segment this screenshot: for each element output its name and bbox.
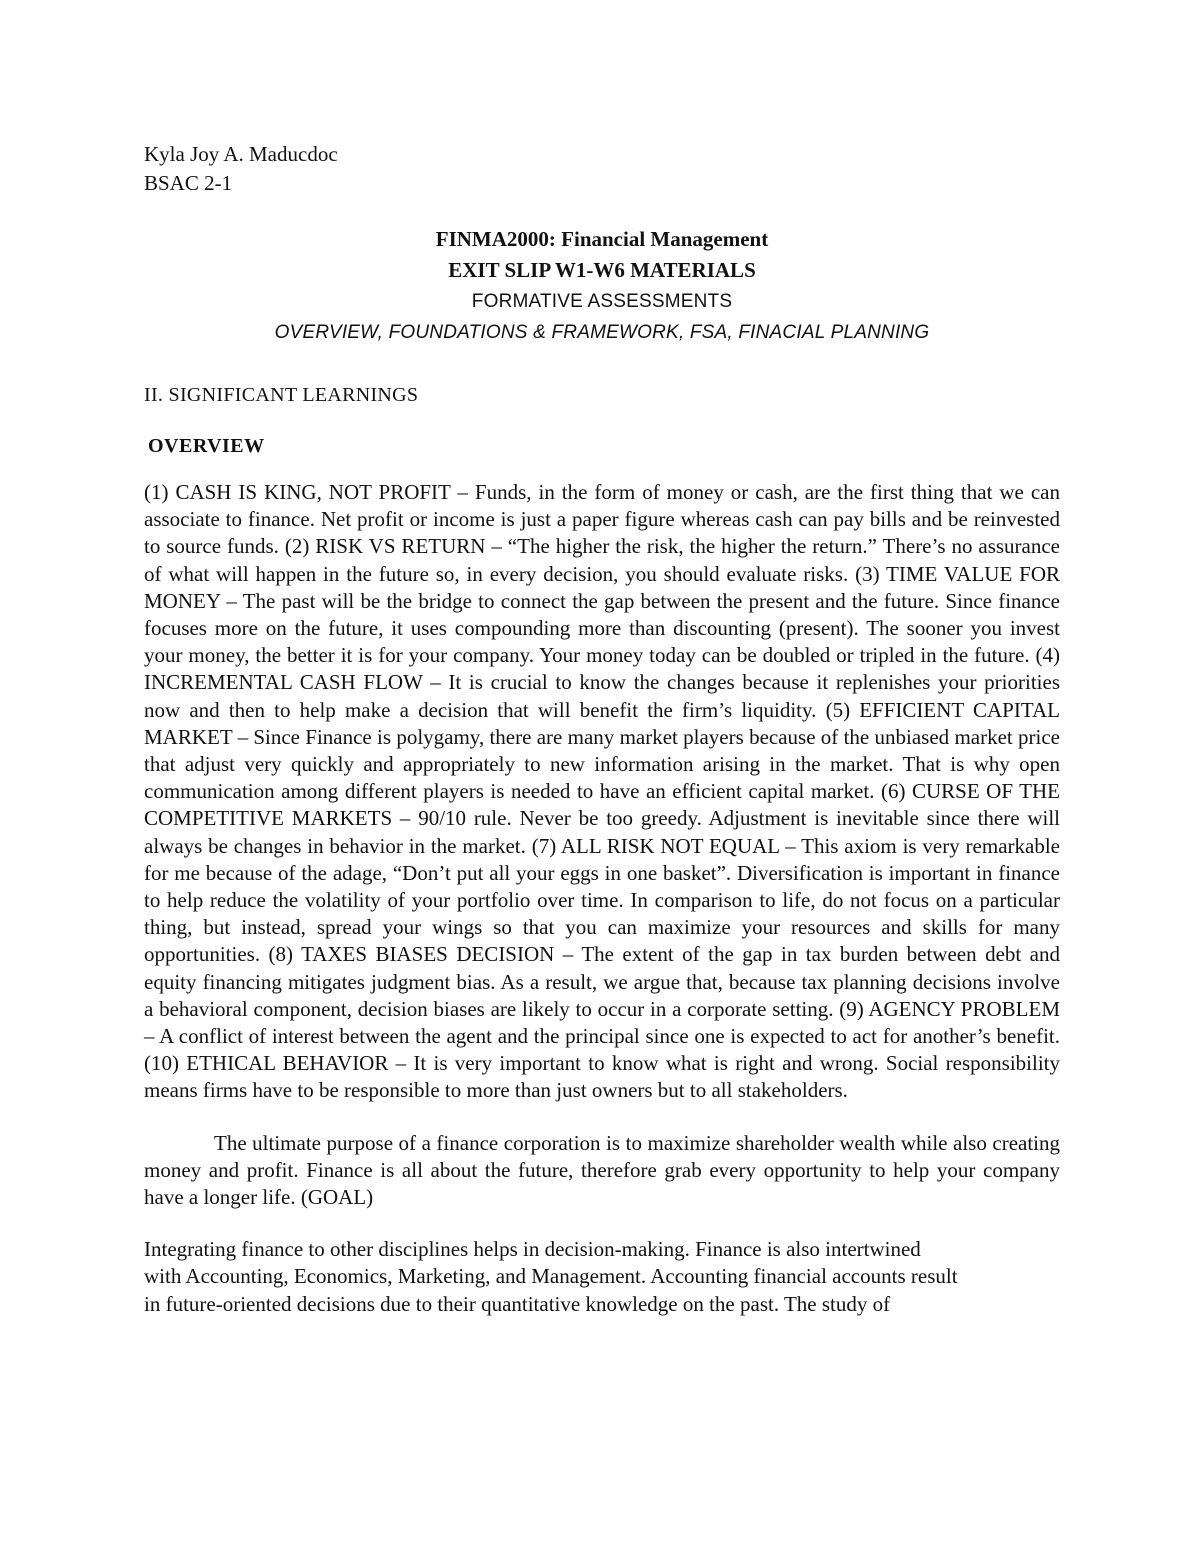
assessment-title: FORMATIVE ASSESSMENTS: [471, 291, 733, 312]
disciplines-line-3: in future-oriented decisions due to their quantitative knowledge on the past. The study of: [144, 1291, 891, 1316]
author-name: Kyla Joy A. Maducdoc: [144, 142, 338, 166]
student-section: BSAC 2-1: [144, 171, 233, 195]
course-title: FINMA2000: Financial Management: [435, 227, 769, 251]
document-body: [144, 140, 1060, 1318]
disciplines-paragraph: [144, 1236, 1060, 1318]
goal-paragraph: The ultimate purpose of a finance corporation is to maximize shareholder wealth while also creating money and profit. Finance is all about the future, therefore grab every opportunity to help your company have a longer life. (GOAL): [144, 1130, 1060, 1210]
overview-heading: OVERVIEW: [148, 435, 265, 457]
section-heading: II. SIGNIFICANT LEARNINGS: [144, 384, 419, 406]
disciplines-line-1: Integrating finance to other disciplines helps in decision-making. Finance is also intertwined: [144, 1237, 921, 1262]
disciplines-line-2: with Accounting, Economics, Marketing, and Management. Accounting financial accounts result: [144, 1264, 958, 1289]
overview-paragraph: (1) CASH IS KING, NOT PROFIT – Funds, in the form of money or cash, are the first thing that we can associate to finance. Net profit or income is just a paper figure whereas cash can pay bills and be reinvested to source funds. (2) RISK VS RETURN – “The higher the risk, the higher the return.” There’s no assurance of what will happen in the future so, in every decision, you should evaluate risks. (3) TIME VALUE FOR MONEY – The past will be the bridge to connect the gap between the present and the future. Since finance focuses more on the future, it uses compounding more than discounting (present). The sooner you invest your money, the better it is for your company. Your money today can be doubled or tripled in the future. (4) INCREMENTAL CASH FLOW – It is crucial to know the changes because it replenishes your priorities now and then to help make a decision that will benefit the firm’s liquidity. (5) EFFICIENT CAPITAL MARKET – Since Finance is polygamy, there are many market players because of the unbiased market price that adjust very quickly and appropriately to new information arising in the market. That is why open communication among different players is needed to have an efficient capital market. (6) CURSE OF THE COMPETITIVE MARKETS – 90/10 rule. Never be too greedy. Adjustment is inevitable since there will always be changes in behavior in the market. (7) ALL RISK NOT EQUAL – This axiom is very remarkable for me because of the adage, “Don’t put all your eggs in one basket”. Diversification is important in finance to help reduce the volatility of your portfolio over time. In comparison to life, do not focus on a particular thing, but instead, spread your wings so that you can maximize your resources and skills for many opportunities. (8) TAXES BIASES DECISION – The extent of the gap in tax burden between debt and equity financing mitigates judgment bias. As a result, we argue that, because tax planning decisions involve a behavioral component, decision biases are likely to occur in a corporate setting. (9) AGENCY PROBLEM – A conflict of interest between the agent and the principal since one is expected to act for another’s benefit. (10) ETHICAL BEHAVIOR – It is very important to know what is right and wrong. Social responsibility means firms have to be responsible to more than just owners but to all stakeholders.: [144, 480, 1060, 1103]
exit-slip-title: EXIT SLIP W1-W6 MATERIALS: [448, 258, 756, 282]
topics-title: OVERVIEW, FOUNDATIONS & FRAMEWORK, FSA, FINACIAL PLANNING: [274, 322, 930, 343]
